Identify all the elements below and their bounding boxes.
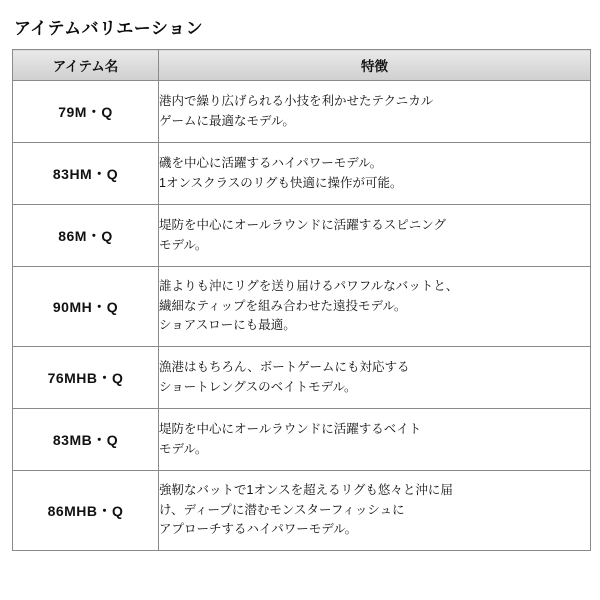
item-name-cell: 90MH・Q (13, 267, 159, 347)
feature-line: ゲームに最適なモデル。 (159, 113, 295, 128)
table-row (13, 81, 591, 143)
table-row (13, 143, 591, 205)
item-feature-cell (159, 205, 591, 267)
item-name-cell: 76MHB・Q (13, 347, 159, 409)
feature-line: 1オンスクラスのリグも快適に操作が可能。 (159, 175, 403, 190)
feature-line: ショアスローにも最適。 (159, 318, 296, 333)
item-name-cell: 86MHB・Q (13, 471, 159, 551)
table-body (13, 81, 591, 551)
feature-line: 強靭なバットで1オンスを超えるリグも悠々と沖に届 (159, 483, 453, 498)
page-title: アイテムバリエーション (14, 19, 204, 38)
table-row (13, 409, 591, 471)
feature-line: 磯を中心に活躍するハイパワーモデル。 (159, 156, 383, 171)
table-row (13, 471, 591, 551)
item-feature-cell (159, 81, 591, 143)
feature-line: 港内で繰り広げられる小技を利かせたテクニカル (159, 94, 434, 109)
table-row (13, 347, 591, 409)
feature-line: 誰よりも沖にリグを送り届けるパワフルなバットと、 (159, 279, 459, 294)
item-feature-cell (159, 471, 591, 551)
item-name-cell: 86M・Q (13, 205, 159, 267)
item-name-cell: 79M・Q (13, 81, 159, 143)
item-name-cell: 83HM・Q (13, 143, 159, 205)
column-header-feature: 特徴 (159, 50, 591, 81)
feature-line: 漁港はもちろん、ボートゲームにも対応する (159, 360, 410, 375)
table-row (13, 205, 591, 267)
item-name-cell: 83MB・Q (13, 409, 159, 471)
item-variation-table (12, 49, 591, 551)
table-row (13, 267, 591, 347)
feature-line: アプローチするハイパワーモデル。 (159, 522, 358, 537)
column-header-item-name: アイテム名 (13, 50, 159, 81)
feature-line: 堤防を中心にオールラウンドに活躍するスピニング (159, 218, 447, 233)
feature-line: け、ディープに潜むモンスターフィッシュに (159, 502, 405, 517)
feature-line: 繊細なティップを組み合わせた遠投モデル。 (159, 298, 407, 313)
feature-line: 堤防を中心にオールラウンドに活躍するベイト (159, 422, 422, 437)
item-feature-cell (159, 143, 591, 205)
feature-line: ショートレングスのベイトモデル。 (159, 379, 357, 394)
item-feature-cell (159, 267, 591, 347)
item-feature-cell (159, 347, 591, 409)
table-header-row (13, 50, 591, 81)
item-feature-cell (159, 409, 591, 471)
feature-line: モデル。 (159, 237, 208, 252)
table-header (13, 50, 591, 81)
feature-line: モデル。 (159, 441, 208, 456)
